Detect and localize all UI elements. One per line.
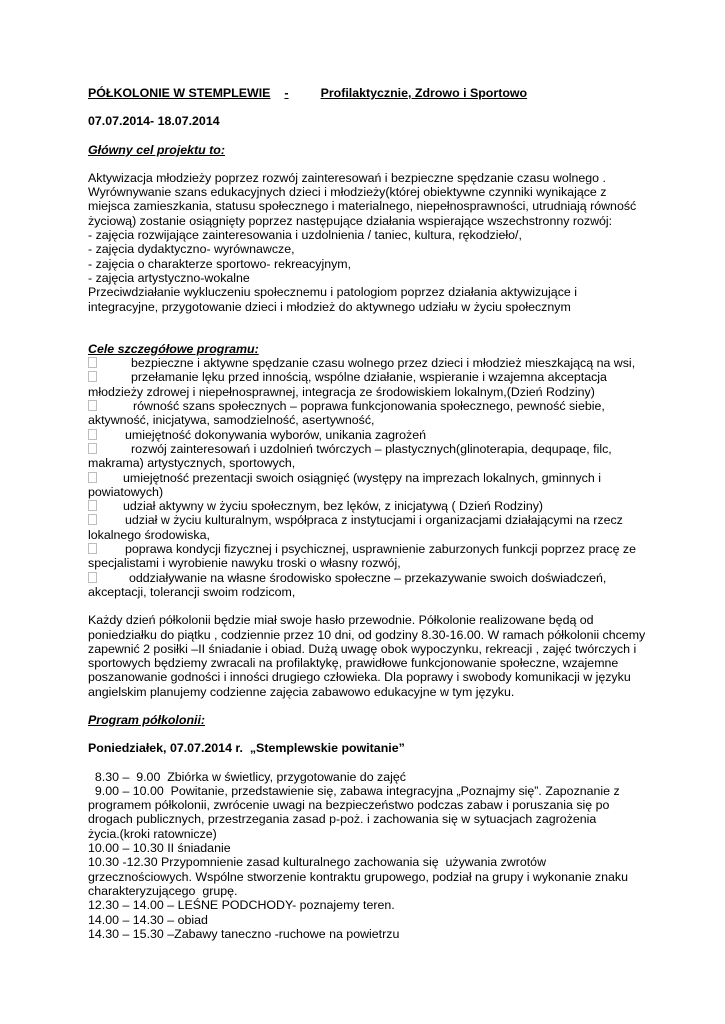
detailed-goal-text: umiejętność dokonywania wyborów, unikania zagrożeń: [125, 427, 426, 442]
schedule-line: grzecznościowych. Wspólne stworzenie kontraktu grupowego, podział na grupy i wykonanie znaku: [88, 869, 628, 884]
detailed-goal-line: [88, 528, 648, 542]
detailed-goal-line: [87, 471, 648, 485]
detailed-goal-line: [87, 356, 648, 370]
bullet-box-icon: [88, 572, 97, 583]
detailed-goal-line: [87, 428, 648, 442]
detailed-goal-text: rozwój zainteresowań i uzdolnień twórczych – plastycznych(glinoterapia, dequpaqe, filc,: [131, 441, 612, 456]
detailed-goal-text: akceptacji, tolerancji swoim rodzicom,: [88, 584, 296, 599]
detailed-goal-text: powiatowych): [88, 484, 164, 499]
schedule-line: 10.30 -12.30 Przypomnienie zasad kulturalnego zachowania się używania zwrotów: [88, 855, 547, 870]
detailed-goal-line: [88, 585, 648, 599]
detailed-goal-line: [87, 370, 648, 384]
detailed-goal-line: [87, 542, 648, 556]
schedule-line: 10.00 – 10.30 II śniadanie: [88, 841, 231, 856]
bullet-box-icon: [88, 443, 97, 454]
main-goal-line: Aktywizacja młodzieży poprzez rozwój zainteresowań i bezpieczne spędzanie czasu wolnego .: [88, 170, 606, 185]
main-goal-line: Wyrównywanie szans edukacyjnych dzieci i młodzieży(której obiektywne czynniki wynikające z: [88, 185, 607, 200]
detailed-goal-text: lokalnego środowiska,: [88, 527, 210, 542]
detailed-goal-line: [87, 571, 648, 585]
detailed-goal-line: [88, 485, 648, 499]
bullet-box-icon: [88, 514, 97, 525]
schedule: [88, 770, 648, 942]
daily-paragraph-line: Każdy dzień półkolonii będzie miał swoje hasło przewodnie. Półkolonie realizowane będą od: [88, 613, 594, 628]
bullet-box-icon: [88, 371, 97, 382]
detailed-goal-line: [87, 513, 648, 527]
schedule-line: 8.30 – 9.00 Zbiórka w świetlicy, przygotowanie do zajęć: [88, 769, 406, 784]
detailed-goal-text: specjalistami i wyrobienie nawyku troski o własny rozwój,: [88, 556, 401, 571]
bullet-box-icon: [88, 543, 97, 554]
daily-paragraph-line: poszanowanie godności i inności drugiego człowieka. Dla poprawy i swobody komunikacji w języku: [88, 670, 631, 685]
program-heading: Program półkolonii:: [88, 712, 206, 727]
main-goal-line: Przeciwdziałanie wykluczeniu społecznemu i patologiom poprzez działania aktywizujące i: [88, 285, 577, 300]
detailed-goal-text: udział aktywny w życiu społecznym, bez lęków, z inicjatywą ( Dzień Rodziny): [123, 499, 544, 514]
detailed-goal-text: przełamanie lęku przed innością, wspólne działanie, wspieranie i wzajemna akceptacja: [131, 370, 607, 385]
detailed-goal-text: poprawa kondycji fizycznej i psychicznej, usprawnienie zaburzonych funkcji poprzez pracę ze: [125, 542, 637, 557]
detailed-goal-line: [87, 442, 648, 456]
daily-paragraph: [88, 613, 648, 699]
main-goal-heading: Główny cel projektu to:: [88, 142, 225, 157]
schedule-line: 14.00 – 14.30 – obiad: [88, 912, 208, 927]
detailed-goal-text: młodzieży zdrowej i niepełnosprawnej, integracja ze środowiskiem lokalnym,(Dzień Rodziny): [88, 384, 595, 399]
main-goal-line: miejsca zamieszkania, statusu społecznego i materialnego, niepełnosprawności, utrudniają równość: [88, 199, 637, 214]
project-dates: 07.07.2014- 18.07.2014: [88, 114, 220, 129]
main-goal-line: - zajęcia artystyczno-wokalne: [88, 270, 250, 285]
detailed-goal-text: równość szans społecznych – poprawa funkcjonowania społecznego, pewność siebie,: [133, 399, 605, 414]
bullet-box-icon: [88, 429, 97, 440]
main-goal-text: [88, 171, 648, 314]
detailed-goal-text: udział w życiu kulturalnym, współpraca z instytucjami i organizacjami działającymi na rzecz: [125, 513, 623, 528]
document-page: [88, 86, 648, 941]
detailed-goals-list: [88, 356, 648, 599]
daily-paragraph-line: poniedziałku do piątku , codziennie przez 10 dni, od godziny 8.30-16.00. W ramach półkolonii chcemy: [88, 627, 646, 642]
detailed-goal-text: umiejętność prezentacji swoich osiągnięć (występy na imprezach lokalnych, gminnych i: [123, 470, 601, 485]
bullet-box-icon: [88, 400, 97, 411]
schedule-line: 14.30 – 15.30 –Zabawy taneczno -ruchowe na powietrzu: [88, 926, 400, 941]
main-goal-line: życiową) zostanie osiągnięty poprzez następujące działania wspierające wszechstronny rozwój:: [88, 213, 613, 228]
detailed-goal-text: bezpieczne i aktywne spędzanie czasu wolnego przez dzieci i młodzież mieszkającą na wsi,: [131, 356, 636, 371]
detailed-goal-line: [88, 556, 648, 570]
main-goal-line: - zajęcia o charakterze sportowo- rekreacyjnym,: [88, 256, 352, 271]
detailed-goal-line: [88, 456, 648, 470]
detailed-goals-heading: Cele szczegółowe programu:: [88, 341, 259, 356]
daily-paragraph-line: sportowych będziemy zwracali na profilaktykę, prawidłowe funkcjonowanie społeczne, wzajemne: [88, 656, 619, 671]
bullet-box-icon: [88, 357, 97, 368]
schedule-line: życia.(kroki ratownicze): [88, 826, 217, 841]
daily-paragraph-line: angielskim planujemy codzienne zajęcia zabawowo edukacyjne w tym języku.: [88, 684, 515, 699]
detailed-goal-line: [88, 385, 648, 399]
detailed-goal-line: [87, 399, 648, 413]
day-title: Poniedziałek, 07.07.2014 r. „Stemplewskie powitanie”: [88, 741, 405, 756]
detailed-goal-text: makrama) artystycznych, sportowych,: [88, 456, 296, 471]
schedule-line: programem półkolonii, zwrócenie uwagi na bezpieczeństwo podczas zabaw i poruszania się po: [88, 798, 610, 813]
bullet-box-icon: [88, 472, 97, 483]
daily-paragraph-line: zapewnić 2 posiłki –II śniadanie i obiad. Dużą uwagę obok wypoczynku, rekreacji , zajęć twórczych i: [88, 641, 637, 656]
main-goal-line: - zajęcia rozwijające zainteresowania i uzdolnienia / taniec, kultura, rękodzieło/,: [88, 228, 522, 243]
detailed-goal-text: aktywność, inicjatywa, samodzielność, asertywność,: [88, 413, 375, 428]
schedule-line: charakteryzującego grupę.: [88, 883, 238, 898]
schedule-line: 9.00 – 10.00 Powitanie, przedstawienie się, zabawa integracyjna „Poznajmy się”. Zapoznanie z: [88, 783, 620, 798]
title-left: PÓŁKOLONIE W STEMPLEWIE: [88, 86, 271, 100]
title-dash: -: [284, 86, 289, 100]
main-goal-line: integracyjne, przygotowanie dzieci i młodzież do aktywnego udziału w życiu społecznym: [88, 299, 571, 314]
title-right: Profilaktycznie, Zdrowo i Sportowo: [320, 86, 528, 100]
detailed-goal-text: oddziaływanie na własne środowisko społeczne – przekazywanie swoich doświadczeń,: [129, 570, 607, 585]
schedule-line: 12.30 – 14.00 – LEŚNE PODCHODY- poznajemy teren.: [88, 898, 395, 913]
schedule-line: drogach publicznych, przestrzegania zasad p-poż. i zachowania się w sytuacjach zagrożenia: [88, 812, 597, 827]
detailed-goal-line: [88, 413, 648, 427]
detailed-goal-line: [87, 499, 648, 513]
main-goal-line: - zajęcia dydaktyczno- wyrównawcze,: [88, 242, 295, 257]
bullet-box-icon: [88, 500, 97, 511]
document-title: [88, 86, 648, 100]
